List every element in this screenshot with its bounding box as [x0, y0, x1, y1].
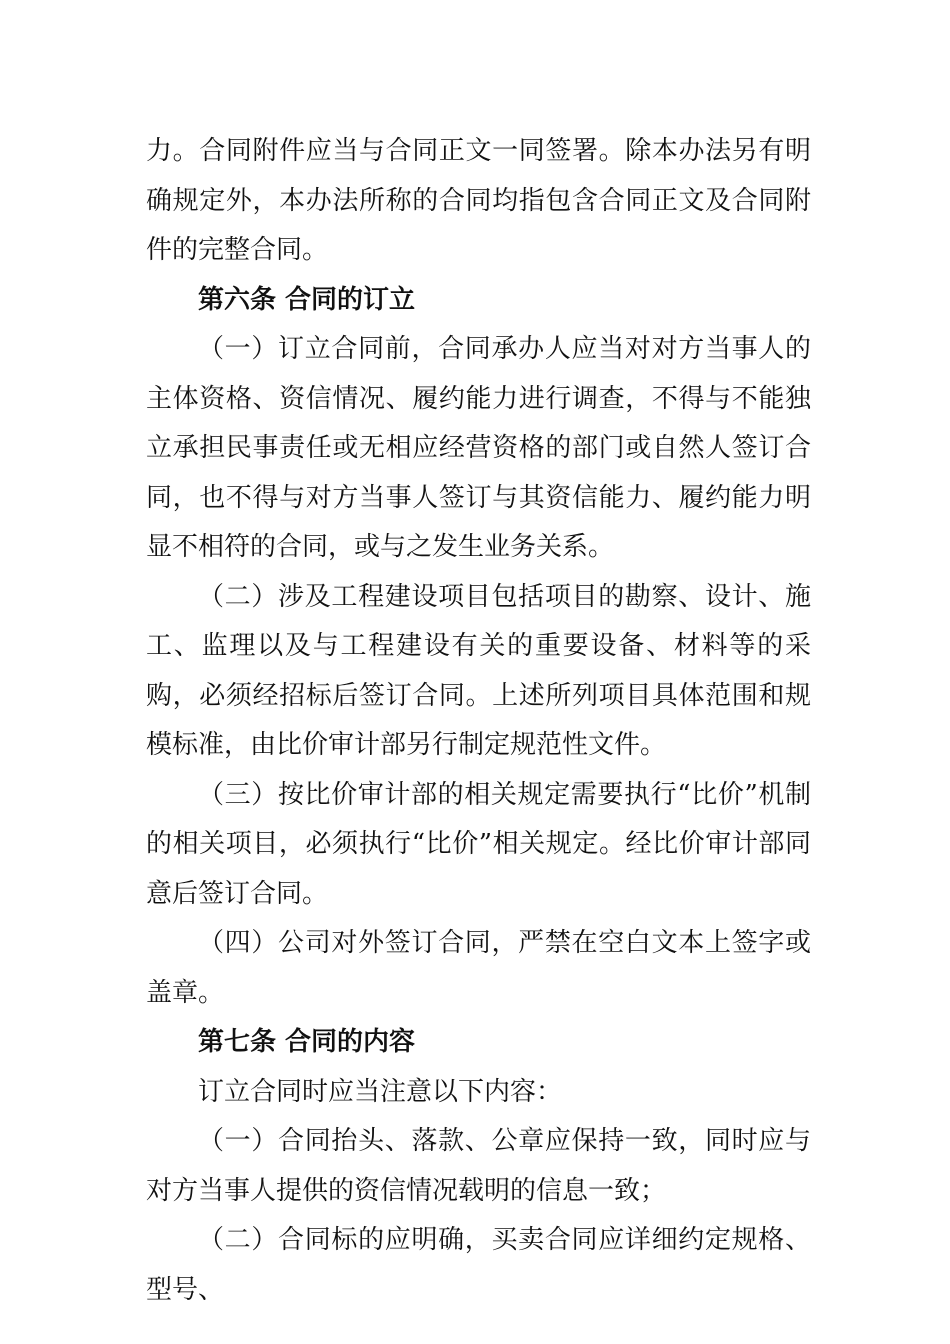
article-6-heading: 第六条 合同的订立: [198, 284, 416, 315]
article-7-intro: 订立合同时应当注意以下内容：: [198, 1076, 563, 1107]
paragraph-continuation: 力。合同附件应当与合同正文一同签署。除本办法另有明确规定外，本办法所称的合同均指包含合同正文及合同附件的完整合同。: [146, 136, 811, 265]
document-page: [146, 127, 811, 1315]
article-7-clause-2: （二）合同标的应明确，买卖合同应详细约定规格、型号、: [146, 1225, 811, 1305]
article-6-clause-2: （二）涉及工程建设项目包括项目的勘察、设计、施工、监理以及与工程建设有关的重要设备、材料等的采购，必须经招标后签订合同。上述所列项目具体范围和规模标准，由比价审计部另行制定规范性文件。: [146, 581, 811, 760]
article-6-clause-4: （四）公司对外签订合同，严禁在空白文本上签字或盖章。: [146, 928, 811, 1008]
article-7-heading: 第七条 合同的内容: [198, 1027, 416, 1057]
article-6-clause-3: （三）按比价审计部的相关规定需要执行“比价”机制的相关项目，必须执行“比价”相关规定。经比价审计部同意后签订合同。: [146, 779, 811, 909]
article-6-clause-1: （一）订立合同前，合同承办人应当对对方当事人的主体资格、资信情况、履约能力进行调查，不得与不能独立承担民事责任或无相应经营资格的部门或自然人签订合同，也不得与对方当事人签订与其资信能力、履约能力明显不相符的合同，或与之发生业务关系。: [146, 334, 811, 562]
article-7-clause-1: （一）合同抬头、落款、公章应保持一致，同时应与对方当事人提供的资信情况载明的信息一致；: [146, 1126, 811, 1206]
